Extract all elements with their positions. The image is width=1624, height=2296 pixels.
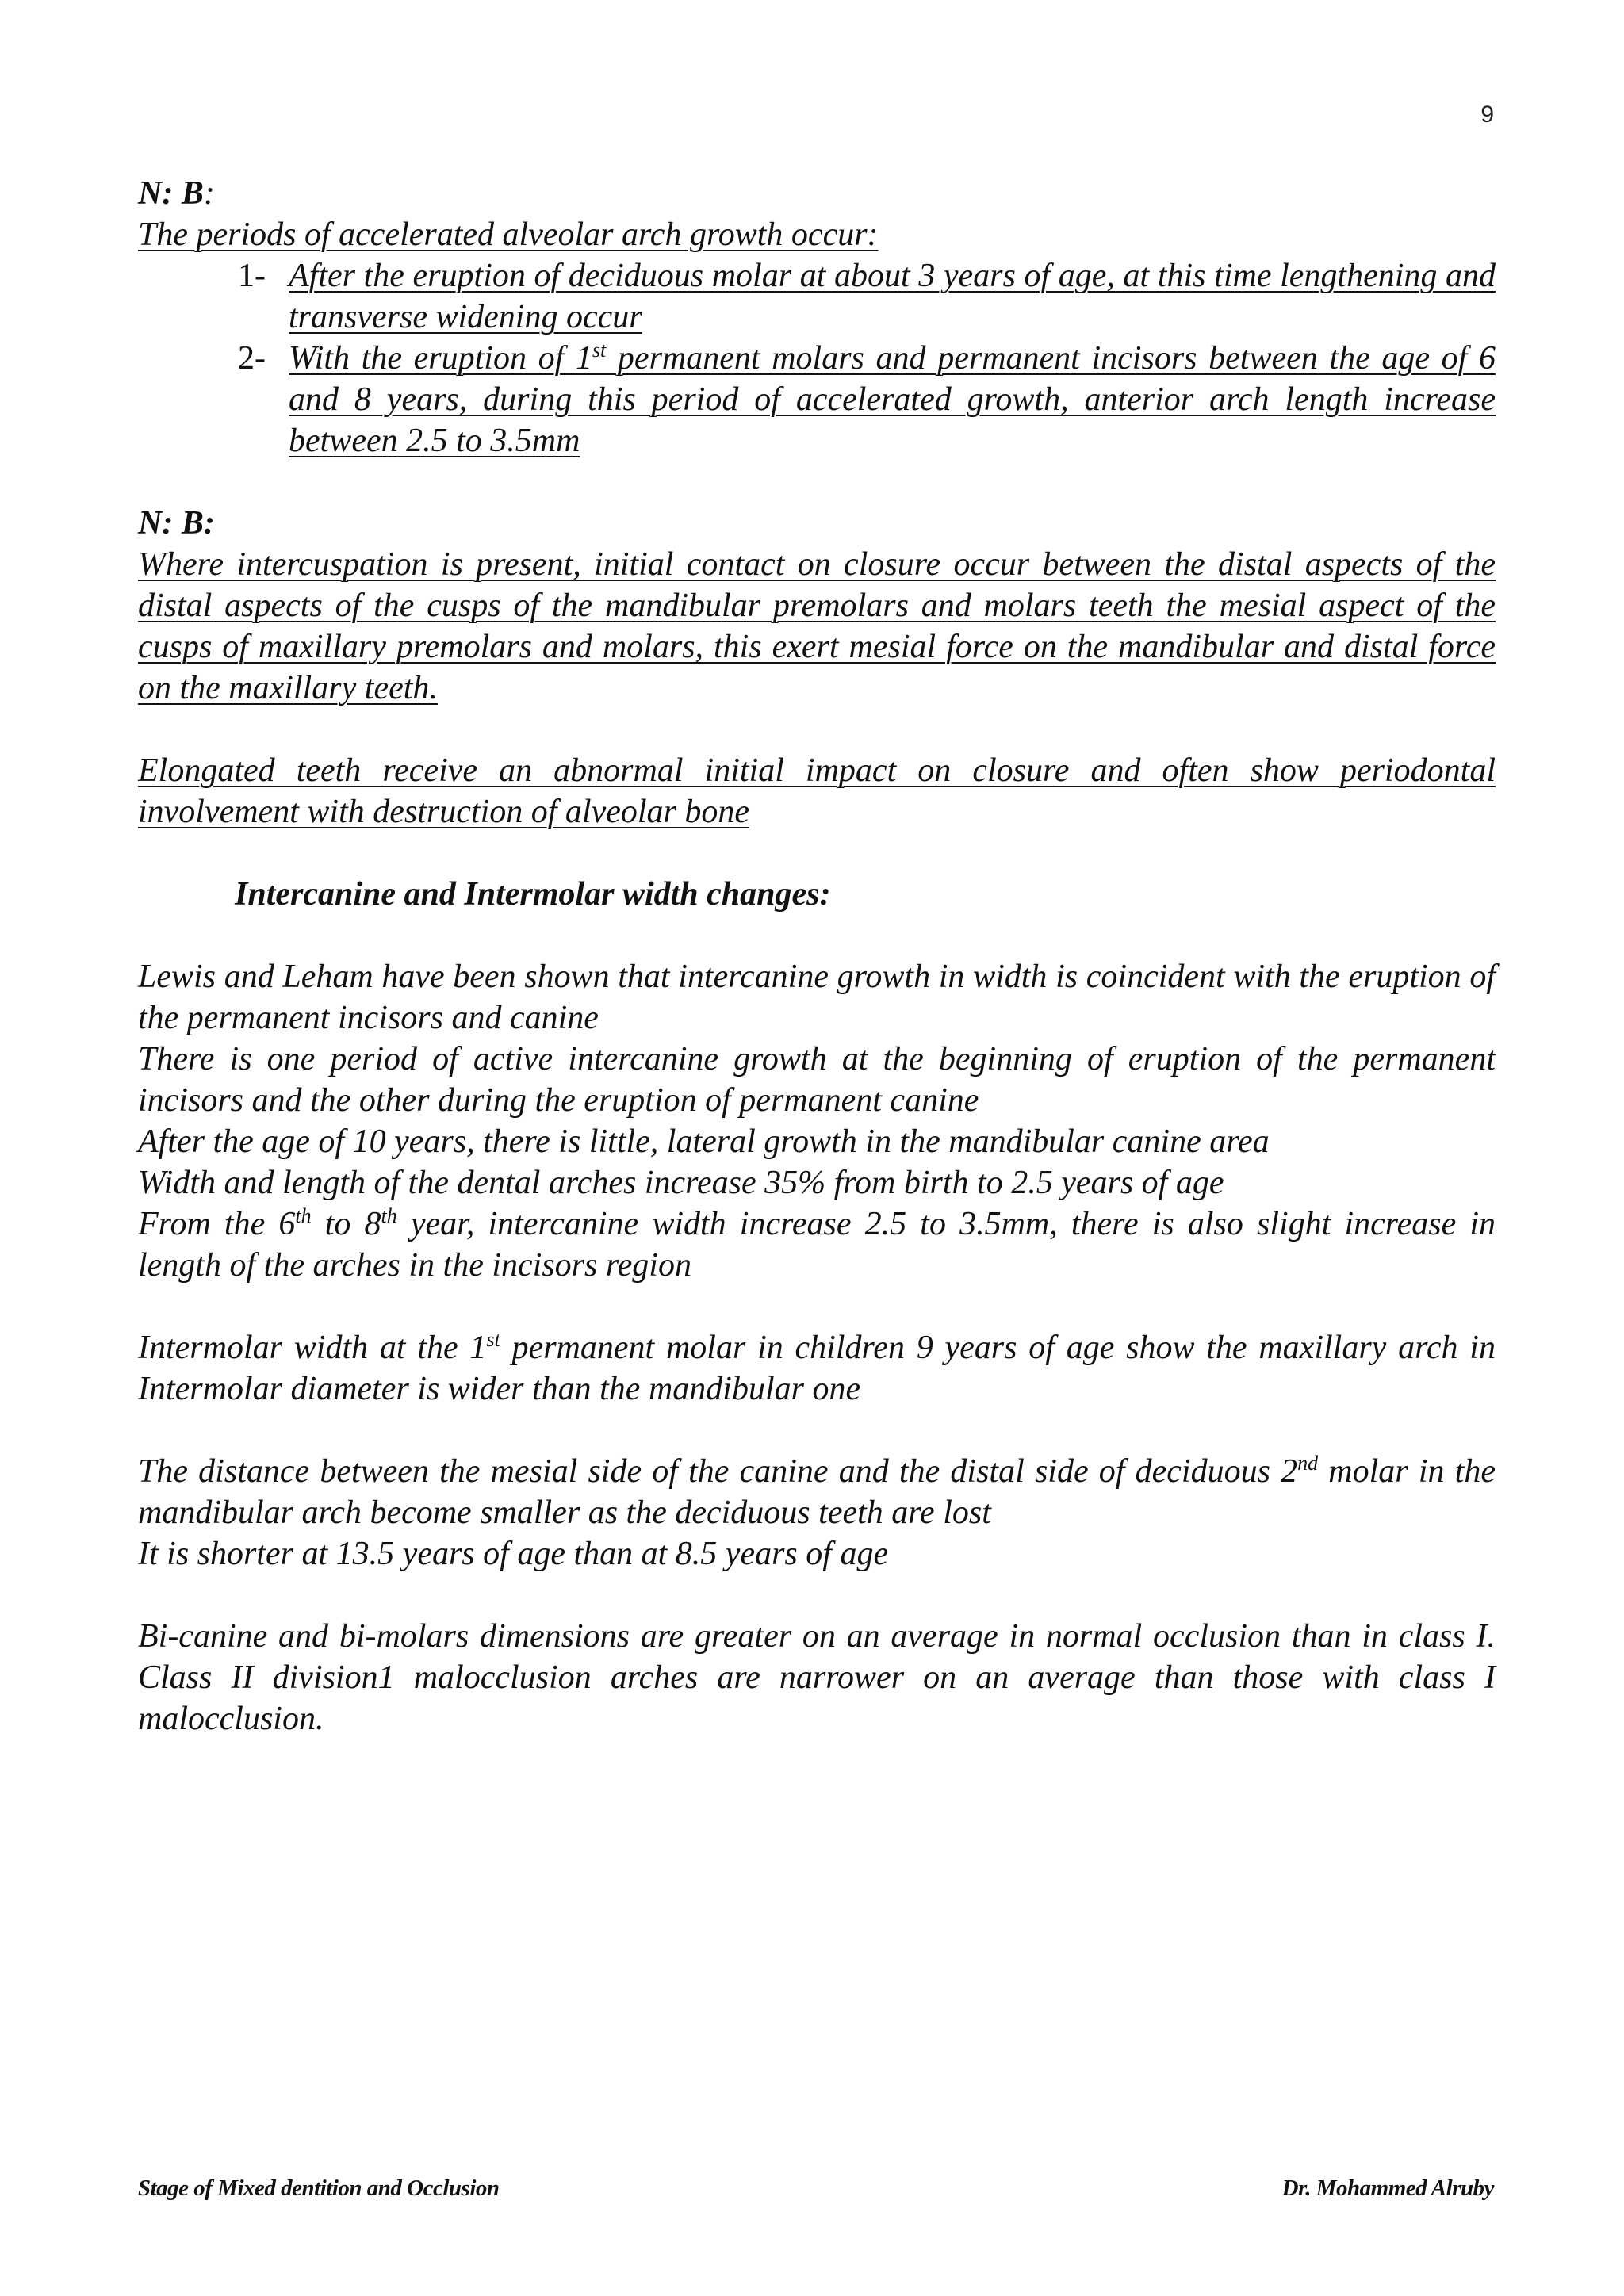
section-paragraph-5 [138, 1203, 1496, 1286]
p7-part-b: molar in the mandibular arch become smaller as the deciduous teeth are lost [138, 1453, 1496, 1531]
nb-label-1-text: N: B [138, 175, 204, 212]
list-item-number: 1- [238, 258, 266, 294]
p5-sup-1: th [295, 1204, 312, 1227]
list-item-number: 2- [238, 340, 266, 377]
footer-right: Dr. Mohammed Alruby [1281, 2175, 1494, 2201]
section-paragraph-1: Lewis and Leham have been shown that intercanine growth in width is coincident with the eruption of the permanent incisors and canine [138, 959, 1496, 1036]
p5-part-b: to 8 [311, 1206, 381, 1242]
page-footer [138, 2175, 1494, 2202]
p7-part-a: The distance between the mesial side of the canine and the distal side of deciduous 2 [138, 1453, 1298, 1490]
nb-label-1 [138, 173, 1496, 214]
p5-part-c: year, intercanine width increase 2.5 to 3.5mm, there is also slight increase in length of the arches in the incisors region [138, 1206, 1496, 1284]
p6-part-a: Intermolar width at the 1 [138, 1330, 487, 1366]
list-item-text-pre: With the eruption of 1 [289, 340, 592, 377]
p7-sup: nd [1297, 1452, 1319, 1475]
section-paragraph-7 [138, 1451, 1496, 1533]
list-item-text-sup: st [592, 339, 607, 362]
p5-sup-2: th [381, 1204, 397, 1227]
section-paragraph-2: There is one period of active intercanine growth at the beginning of eruption of the permanent incisors and the other during the eruption of permanent canine [138, 1041, 1496, 1119]
list-item-text [289, 338, 1496, 461]
list-item-text: After the eruption of deciduous molar at about 3 years of age, at this time lengthening and transverse widening occur [289, 258, 1496, 335]
section-paragraph-4: Width and length of the dental arches increase 35% from birth to 2.5 years of age [138, 1165, 1224, 1201]
section-paragraph-3: After the age of 10 years, there is little, lateral growth in the mandibular canine area [138, 1123, 1270, 1160]
nb2-paragraph-1: Where intercuspation is present, initial contact on closure occur between the distal aspects of the distal aspects of the cusps of the mandibular premolars and molars teeth the mesial aspect of the cusps of maxillary premolars and molars, this exert mesial force on the mandibular and distal force on the maxillary teeth. [138, 546, 1496, 706]
p6-sup: st [486, 1328, 500, 1351]
list-item [238, 255, 1496, 338]
section-paragraph-9: Bi-canine and bi-molars dimensions are greater on an average in normal occlusion than in class I. Class II division1 malocclusion arches are narrower on an average than those with class I malocclusion. [138, 1618, 1496, 1737]
p6-part-b: permanent molar in children 9 years of age show the maxillary arch in Intermolar diameter is wider than the mandibular one [138, 1330, 1496, 1407]
section-paragraph-8: It is shorter at 13.5 years of age than at 8.5 years of age [138, 1536, 889, 1572]
section-heading: Intercanine and Intermolar width changes: [235, 876, 831, 913]
growth-periods-list [138, 255, 1496, 461]
nb1-intro: The periods of accelerated alveolar arch growth occur: [138, 216, 879, 253]
nb2-paragraph-2: Elongated teeth receive an abnormal initial impact on closure and often show periodontal involvement with destruction of alveolar bone [138, 752, 1496, 830]
nb-label-1-suffix: : [203, 175, 215, 212]
list-item-text-post: permanent molars and permanent incisors between the age of 6 and 8 years, during this period of accelerated growth, anterior arch length increase between 2.5 to 3.5mm [289, 340, 1496, 459]
nb-label-2: N: B: [138, 505, 215, 541]
page-number: 9 [1480, 101, 1494, 128]
footer-left: Stage of Mixed dentition and Occlusion [138, 2175, 500, 2201]
document-body [138, 173, 1496, 1739]
p5-part-a: From the 6 [138, 1206, 296, 1242]
section-paragraph-6 [138, 1327, 1496, 1410]
list-item [238, 338, 1496, 461]
